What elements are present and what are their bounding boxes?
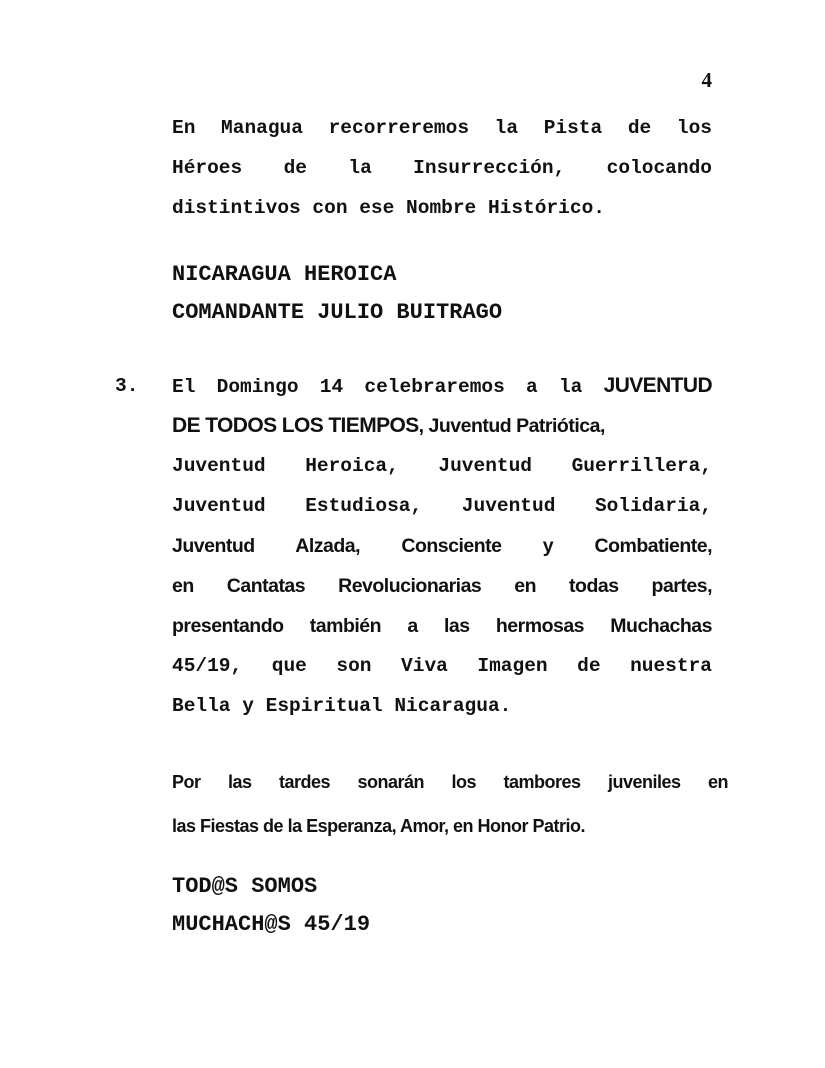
paragraph-line: las Fiestas de la Esperanza, Amor, en Honor Patrio. [172, 816, 585, 836]
paragraph-line [172, 366, 712, 406]
paragraph-line: En Managua recorreremos la Pista de los [172, 117, 712, 139]
paragraph-managua [172, 108, 712, 228]
slogan-line: MUCHACH@S 45/19 [172, 912, 371, 937]
paragraph-line: Por las tardes sonarán los tambores juveniles en [172, 772, 728, 792]
paragraph-line: Juventud Heroica, Juventud Guerrillera, [172, 455, 712, 477]
paragraph-line: Héroes de la Insurrección, colocando [172, 157, 712, 179]
paragraph-line: 45/19, que son Viva Imagen de nuestra [172, 655, 712, 677]
slogan-line: TOD@S SOMOS [172, 874, 318, 899]
paragraph-line: Juventud Alzada, Consciente y Combatiente, [172, 535, 712, 557]
paragraph-line [172, 406, 712, 446]
emphasis-text: JUVENTUD [603, 374, 712, 397]
paragraph-line: Bella y Espiritual Nicaragua. [172, 695, 512, 717]
paragraph-text: , Juventud Patriótica, [418, 415, 605, 437]
paragraph-line: presentando también a las hermosas Muchachas [172, 615, 712, 637]
heading-line: COMANDANTE JULIO BUITRAGO [172, 300, 503, 325]
list-item-number: 3. [115, 375, 139, 397]
paragraph-line: en Cantatas Revolucionarias en todas partes, [172, 575, 712, 597]
heading-nicaragua-heroica [172, 256, 502, 332]
paragraph-line: Juventud Estudiosa, Juventud Solidaria, [172, 495, 712, 517]
paragraph-line: distintivos con ese Nombre Histórico. [172, 197, 605, 219]
heading-line: NICARAGUA HEROICA [172, 262, 397, 287]
closing-slogan [172, 868, 370, 944]
page-number: 4 [701, 68, 712, 92]
paragraph-tardes [172, 760, 728, 848]
paragraph-text: El Domingo 14 celebraremos a la [172, 376, 583, 398]
paragraph-juventud [172, 366, 712, 726]
emphasis-text: DE TODOS LOS TIEMPOS [172, 414, 419, 437]
